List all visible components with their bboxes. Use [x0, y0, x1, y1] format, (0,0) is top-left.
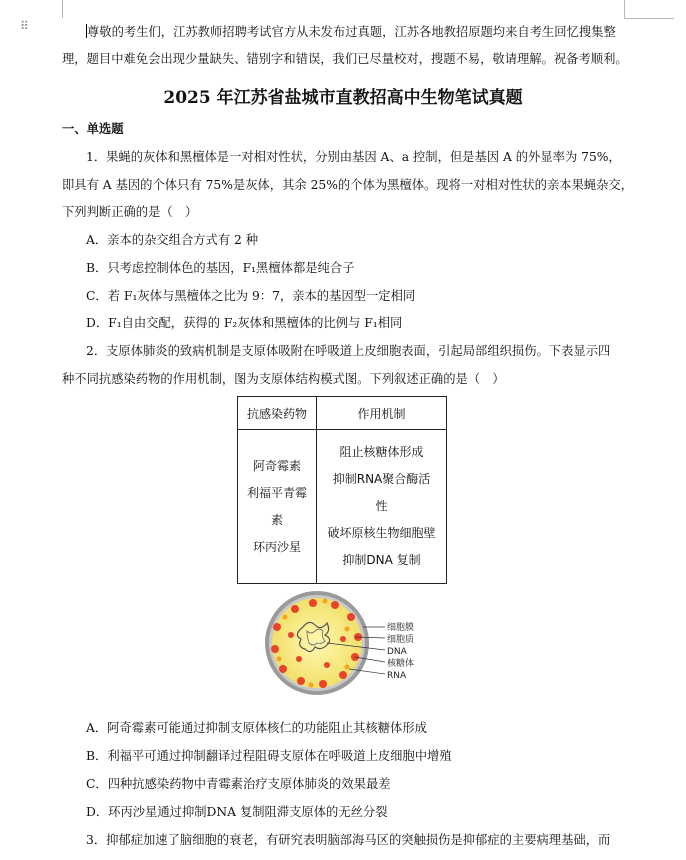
q2-stem-line-1: 2．支原体肺炎的致病机制是支原体吸附在呼吸道上皮细胞表面，引起局部组织损伤。下表显示四 — [86, 344, 611, 358]
table-header-drug: 抗感染药物 — [238, 397, 317, 430]
label-dna: DNA — [387, 647, 407, 657]
mycoplasma-structure-diagram — [255, 591, 465, 696]
page-corner-mark-right — [624, 0, 625, 18]
table-cell-mechanisms — [317, 430, 447, 584]
page-corner-mark-left — [62, 0, 63, 18]
drug-name: 素 — [270, 512, 283, 527]
q1-option-c: C．若 F₁灰体与黑檀体之比为 9：7，亲本的基因型一定相同 — [86, 289, 416, 303]
q2-option-b: B．利福平可通过抑制翻译过程阻碍支原体在呼吸道上皮细胞中增殖 — [86, 749, 452, 763]
label-cell-membrane: 细胞膜 — [387, 623, 415, 633]
q2-stem-line-2: 种不同抗感染药物的作用机制，图为支原体结构模式图。下列叙述正确的是（ ） — [62, 372, 505, 386]
section-heading: 一、单选题 — [62, 121, 124, 136]
notice-line-1: 尊敬的考生们，江苏教师招聘考试官方从未发布过真题，江苏各地教招原题均来自考生回忆搜集整 — [87, 25, 616, 39]
drug-name: 环丙沙星 — [252, 539, 301, 554]
drug-name: 利福平青霉 — [246, 485, 307, 500]
notice-line-2: 理，题目中难免会出现少量缺失、错别字和错误，我们已尽量校对，搜题不易，敬请理解。祝备考顺利。 — [62, 52, 628, 66]
q1-stem-line-2: 即具有 A 基因的个体只有 75%是灰体，其余 25%的个体为黑檀体。现将一对相对性状的亲本果蝇杂交， — [62, 178, 634, 192]
label-ribosome: 核糖体 — [387, 659, 415, 669]
q2-option-d: D．环丙沙星通过抑制DNA 复制阻滞支原体的无丝分裂 — [86, 805, 388, 819]
q2-option-a: A．阿奇霉素可能通过抑制支原体核仁的功能阻止其核糖体形成 — [86, 721, 427, 735]
q1-option-d: D．F₁自由交配，获得的 F₂灰体和黑檀体的比例与 F₁相同 — [86, 316, 403, 330]
mechanism-text: 抑制RNA聚合酶活 — [332, 472, 431, 486]
label-rna: RNA — [387, 671, 407, 681]
q1-option-a: A．亲本的杂交组合方式有 2 种 — [86, 233, 259, 247]
q2-option-c: C．四种抗感染药物中青霉素治疗支原体肺炎的效果最差 — [86, 777, 391, 791]
mechanism-text: 阻止核糖体形成 — [339, 445, 424, 459]
page-corner-mark-right-horizontal — [624, 18, 674, 19]
q3-stem-line-1: 3．抑郁症加速了脑细胞的衰老，有研究表明脑部海马区的突触损伤是抑郁症的主要病理基础，而 — [86, 833, 611, 847]
q1-stem-line-1: 1．果蝇的灰体和黑檀体是一对相对性状，分别由基因 A、a 控制，但是基因 A 的外显率为 75%， — [86, 150, 621, 164]
drug-mechanism-table — [237, 396, 447, 584]
table-cell-drugs — [238, 430, 317, 584]
drug-name: 阿奇霉素 — [252, 458, 301, 473]
q1-option-b: B．只考虑控制体色的基因，F₁黑檀体都是纯合子 — [86, 261, 355, 275]
mechanism-text: 破坏原核生物细胞壁 — [327, 526, 436, 540]
cell-illustration — [265, 591, 369, 695]
q1-stem-line-3: 下列判断正确的是（ ） — [62, 205, 198, 219]
mechanism-text: 抑制DNA 复制 — [342, 553, 421, 567]
table-header-mechanism: 作用机制 — [317, 397, 447, 430]
block-drag-handle-icon[interactable]: ⠿ — [20, 19, 30, 33]
mechanism-text: 性 — [375, 499, 388, 513]
label-cytoplasm: 细胞质 — [387, 635, 415, 645]
document-title: 2025 年江苏省盐城市直教招高中生物笔试真题 — [163, 88, 523, 108]
